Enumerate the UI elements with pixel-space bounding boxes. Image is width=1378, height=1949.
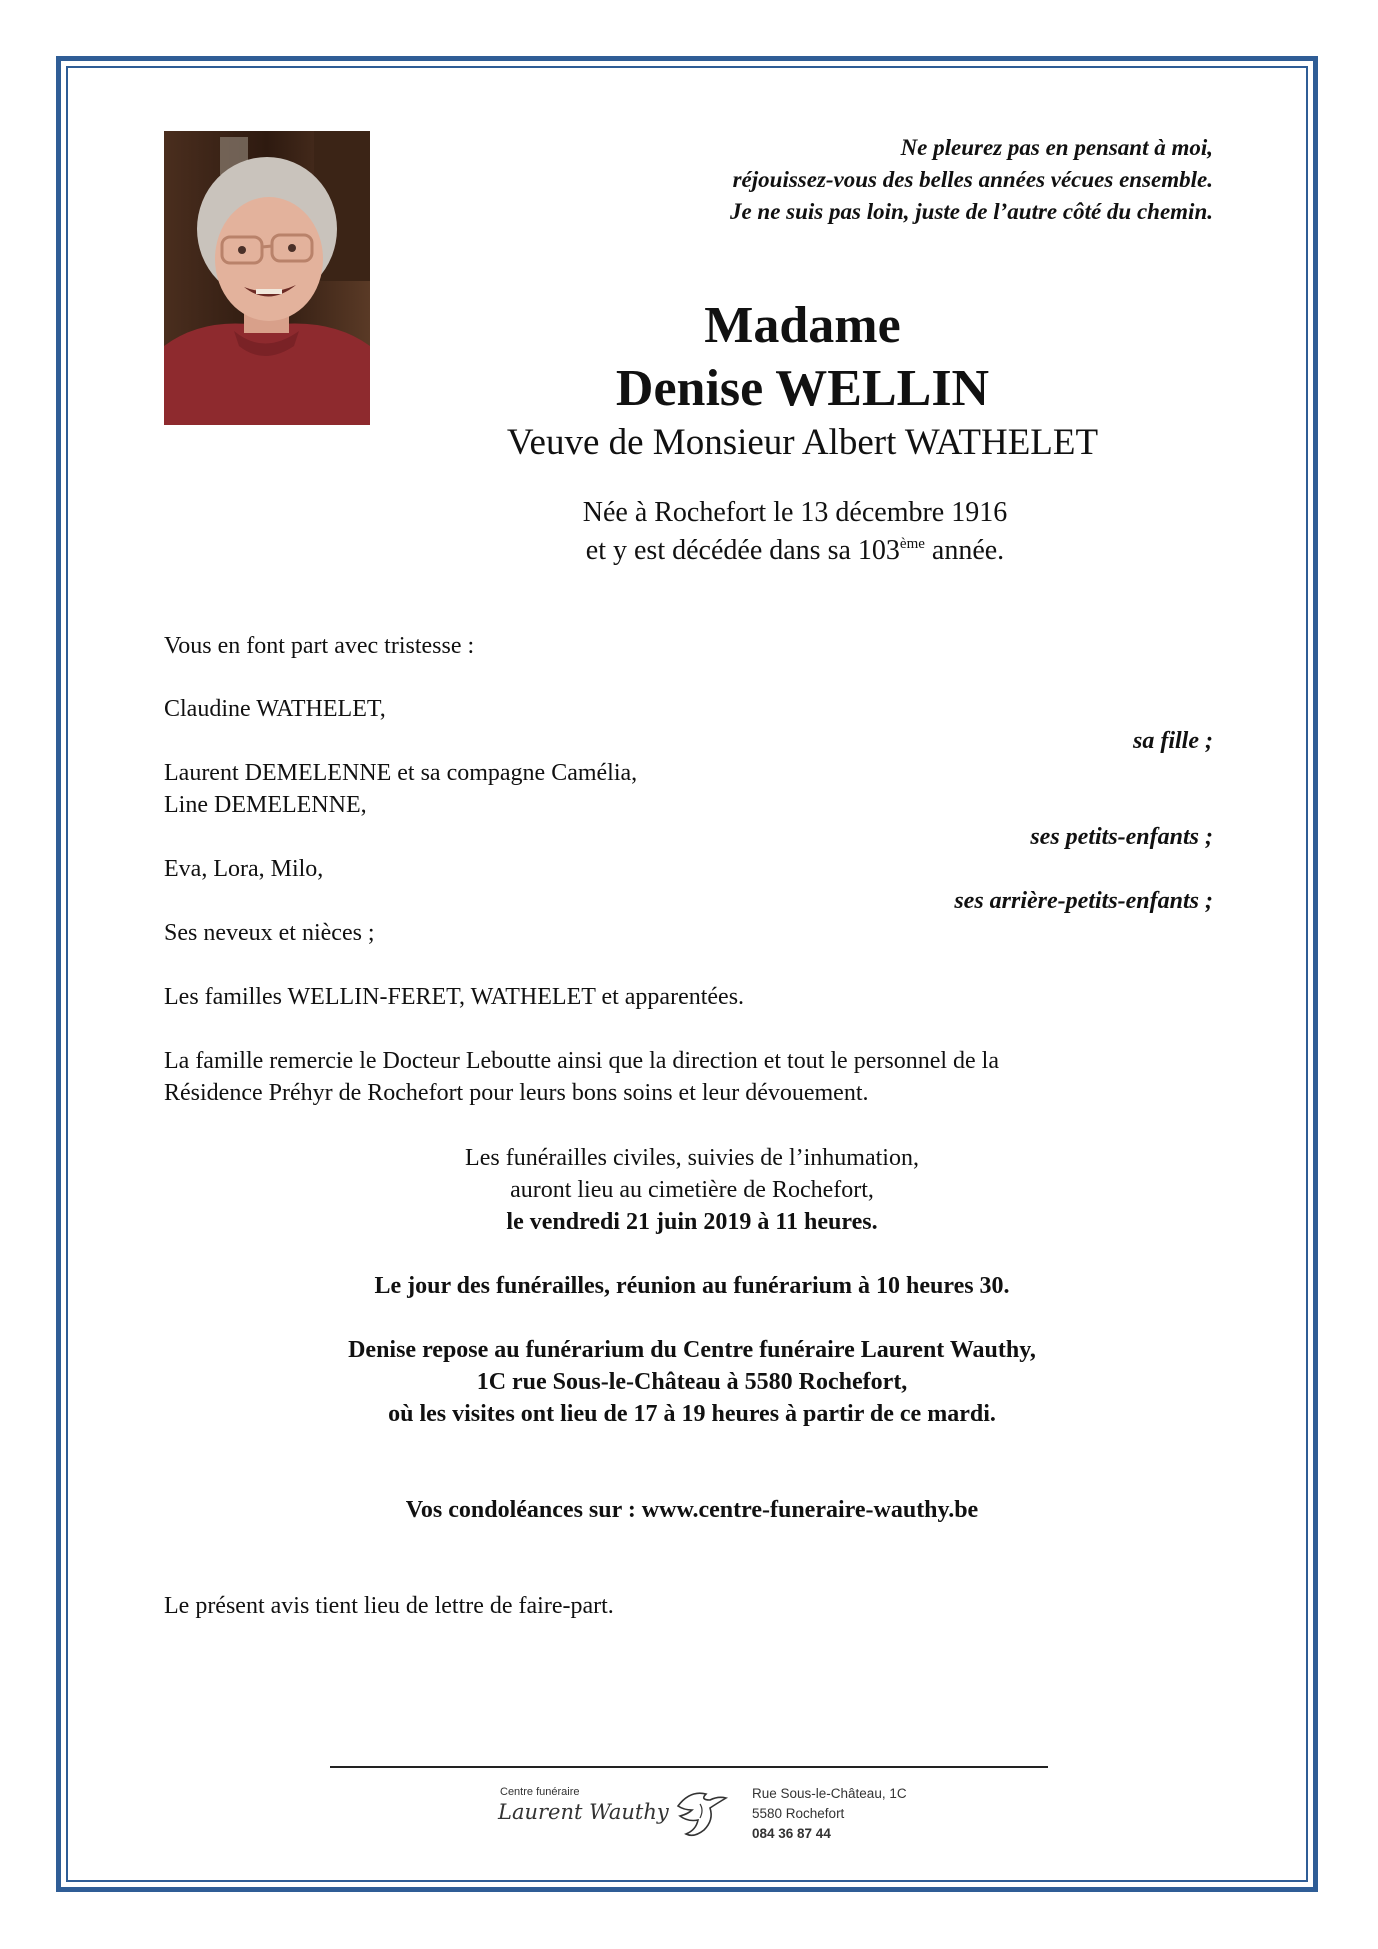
rest-line-1: Denise repose au funérarium du Centre funéraire Laurent Wauthy, xyxy=(348,1337,1036,1363)
address-city: 5580 Rochefort xyxy=(752,1806,845,1821)
birth-line: Née à Rochefort le 13 décembre 1916 xyxy=(582,497,1008,528)
funeral-gathering: Le jour des funérailles, réunion au funérarium à 10 heures 30. xyxy=(374,1273,1010,1299)
death-line xyxy=(450,532,1140,570)
grandchild-line-1: Laurent DEMELENNE et sa compagne Camélia, xyxy=(164,760,638,786)
logo-subtitle: Centre funéraire xyxy=(500,1786,580,1798)
phone-number: 084 36 87 44 xyxy=(752,1826,831,1841)
funeral-date: le vendredi 21 juin 2019 à 11 heures. xyxy=(506,1209,878,1235)
poem xyxy=(513,132,1213,228)
deceased-name: Denise WELLIN xyxy=(615,360,990,417)
birth-info xyxy=(450,494,1140,570)
thanks-line-1: La famille remercie le Docteur Leboutte ainsi que la direction et tout le personnel de la xyxy=(164,1048,999,1074)
notice-line: Le présent avis tient lieu de lettre de faire-part. xyxy=(164,1593,614,1619)
logo-name: Laurent Wauthy xyxy=(498,1800,669,1824)
poem-line: réjouissez-vous des belles années vécues ensemble. xyxy=(732,167,1213,192)
funeral-home-logo xyxy=(494,1776,734,1840)
address-street: Rue Sous-le-Château, 1C xyxy=(752,1786,907,1801)
great-grandchildren-role: ses arrière-petits-enfants ; xyxy=(954,888,1213,914)
thanks-line-2: Résidence Préhyr de Rochefort pour leurs bons soins et leur dévouement. xyxy=(164,1080,869,1106)
daughter-name: Claudine WATHELET, xyxy=(164,696,386,722)
funeral-line-2: auront lieu au cimetière de Rochefort, xyxy=(510,1177,874,1203)
rest-line-2: 1C rue Sous-le-Château à 5580 Rochefort, xyxy=(476,1369,908,1395)
grandchildren-role: ses petits-enfants ; xyxy=(1030,824,1213,850)
footer-address xyxy=(752,1784,907,1844)
announcement-intro: Vous en font part avec tristesse : xyxy=(164,633,475,659)
spouse-line: Veuve de Monsieur Albert WATHELET xyxy=(506,422,1099,463)
rest-line-3: où les visites ont lieu de 17 à 19 heures à partir de ce mardi. xyxy=(388,1401,996,1427)
poem-line: Ne pleurez pas en pensant à moi, xyxy=(900,135,1213,160)
funeral-line-1: Les funérailles civiles, suivies de l’inhumation, xyxy=(465,1145,919,1171)
daughter-role: sa fille ; xyxy=(1133,728,1213,754)
footer-divider xyxy=(330,1766,1048,1768)
portrait-photo xyxy=(164,131,370,425)
nephews-line: Ses neveux et nièces ; xyxy=(164,920,375,946)
great-grandchildren-names: Eva, Lora, Milo, xyxy=(164,856,324,882)
grandchild-line-2: Line DEMELENNE, xyxy=(164,792,367,818)
ordinal-suffix: ème xyxy=(899,536,925,552)
poem-line: Je ne suis pas loin, juste de l’autre côté du chemin. xyxy=(729,199,1213,224)
salutation: Madame xyxy=(704,297,901,354)
death-line-end: année. xyxy=(924,535,1005,566)
condolences-link[interactable]: Vos condoléances sur : www.centre-funeraire-wauthy.be xyxy=(405,1497,979,1523)
families-line: Les familles WELLIN-FERET, WATHELET et apparentées. xyxy=(164,984,745,1010)
bird-icon xyxy=(670,1776,730,1840)
death-line-text: et y est décédée dans sa 103 xyxy=(585,535,900,566)
